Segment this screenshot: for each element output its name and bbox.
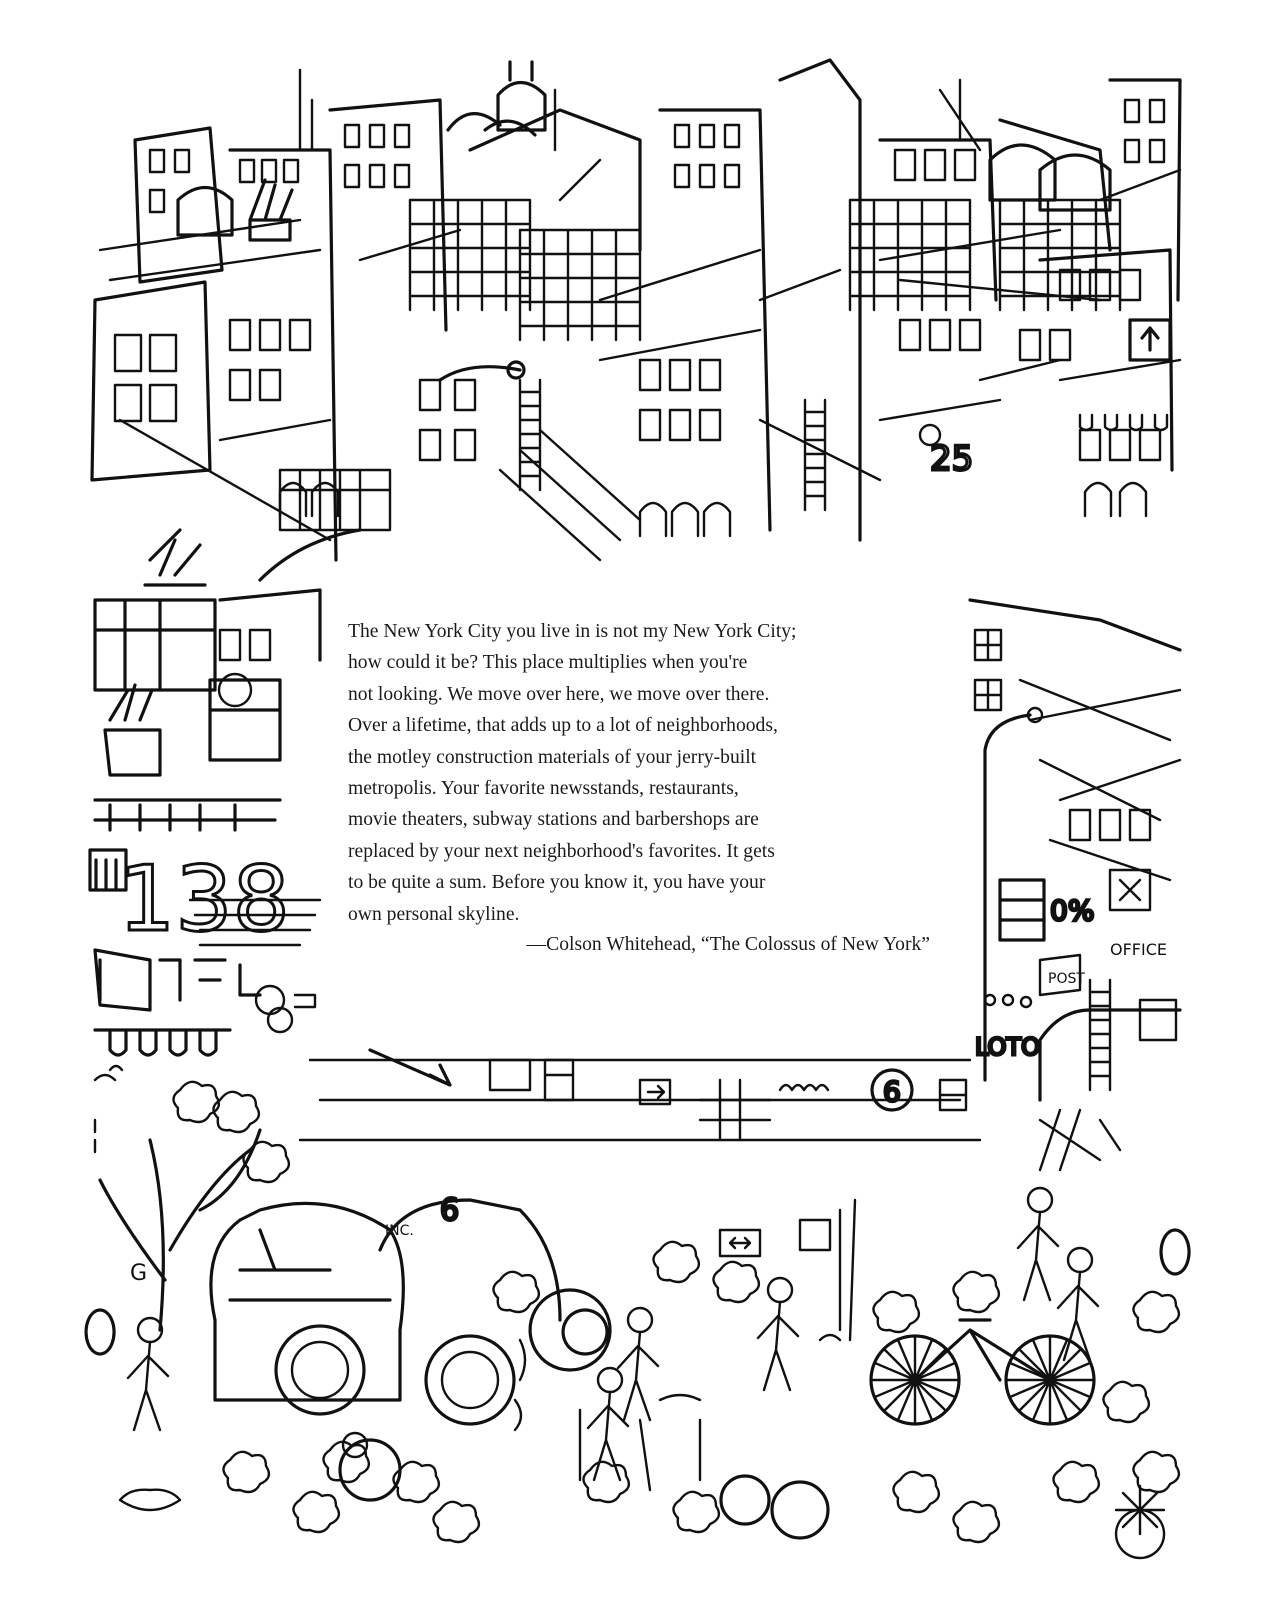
- quote-line: replaced by your next neighborhood's favorites. It gets: [348, 840, 775, 862]
- sign-6: 6: [440, 1193, 460, 1228]
- quote-line: how could it be? This place multiplies when you're: [348, 652, 748, 674]
- sign-inc: INC.: [385, 1223, 414, 1239]
- sign-loto: LOTO: [975, 1033, 1040, 1061]
- sign-office: OFFICE: [1110, 940, 1167, 959]
- quote-line: to be quite a sum. Before you know it, you have your: [348, 872, 766, 894]
- quote-line: own personal skyline.: [348, 903, 520, 925]
- quote-body: [348, 616, 930, 930]
- quote-attribution: —Colson Whitehead, “The Colossus of New York”: [526, 934, 930, 955]
- quote-line: metropolis. Your favorite newsstands, restaurants,: [348, 778, 739, 800]
- quote-line: movie theaters, subway stations and barbershops are: [348, 809, 759, 831]
- skyline-right: [970, 600, 1180, 1100]
- skyline-left: [90, 590, 320, 1055]
- quote-line: Over a lifetime, that adds up to a lot of neighborhoods,: [348, 715, 778, 737]
- sign-percent: 0%: [1050, 894, 1095, 927]
- sign-6-circle: 6: [883, 1075, 901, 1108]
- street-bottom: [86, 1050, 1189, 1558]
- sign-g: G: [130, 1261, 148, 1286]
- sign-138: 138: [118, 847, 290, 952]
- quote-line: The New York City you live in is not my New York City;: [348, 621, 797, 642]
- sign-post: POST: [1048, 971, 1085, 987]
- quote-line: not looking. We move over here, we move over there.: [348, 683, 770, 705]
- quote-line: the motley construction materials of your jerry-built: [348, 746, 757, 768]
- sign-25: 25: [930, 439, 974, 479]
